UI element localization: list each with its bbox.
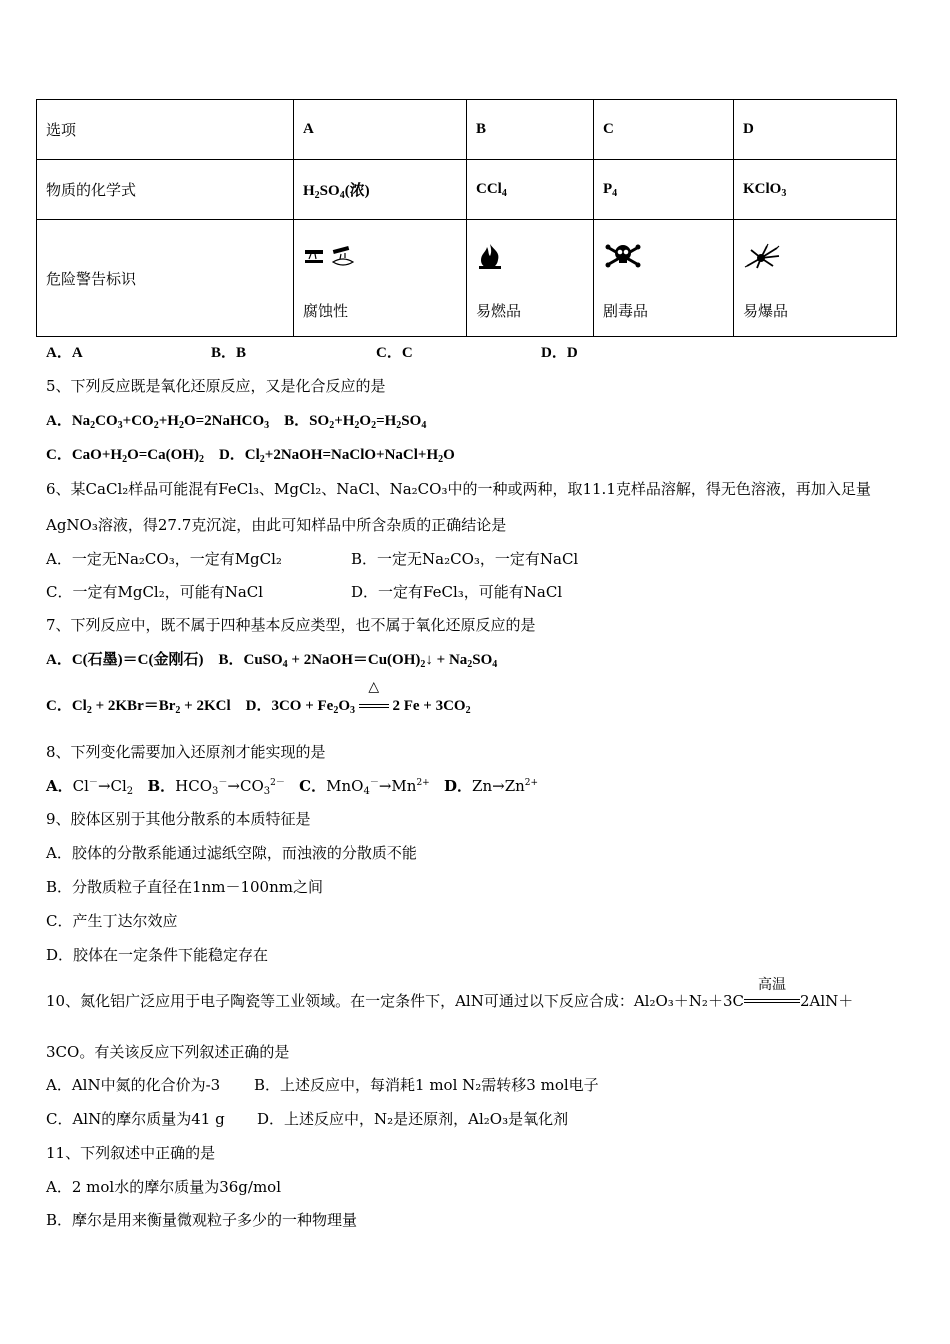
formula-a: $H_2SO_4$(浓) xyxy=(294,160,467,220)
header-c: C xyxy=(594,100,734,160)
header-d: D xyxy=(734,100,897,160)
q6-stem-line1: 6、某CaCl₂样品可能混有FeCl₃、MgCl₂、NaCl、Na₂CO₃中的一种或两种，取11.1克样品溶解，得无色溶液，再加入足量 xyxy=(46,480,871,498)
q9-option-a: A．胶体的分散系能通过滤纸空隙，而浊液的分散质不能 xyxy=(46,844,417,862)
q8-stem: 8、下列变化需要加入还原剂才能实现的是 xyxy=(46,743,326,761)
header-option: 选项 xyxy=(37,100,294,160)
q8-options: A．$Cl^-\to Cl_2$ B．$HCO_3^-\to CO_3^{2-}$ C．$MnO_4^-\to Mn^{2+}$ D．$Zn\to Zn^{2+}$ xyxy=(46,777,539,797)
corrosive-icon xyxy=(303,242,466,272)
q11-option-b: B．摩尔是用来衡量微观粒子多少的一种物理量 xyxy=(46,1211,358,1229)
formula-d: KClO$_3$ xyxy=(734,160,897,220)
q6-option-a: A．一定无Na₂CO₃，一定有MgCl₂ xyxy=(46,550,282,568)
q9-option-d: D．胶体在一定条件下能稳定存在 xyxy=(46,946,269,964)
q4-option-d: D．D xyxy=(541,345,578,361)
table-row xyxy=(37,100,897,160)
hazard-d xyxy=(734,220,897,337)
q11-option-a: A．2 mol水的摩尔质量为36g/mol xyxy=(46,1178,281,1196)
q10-stem-line2: 3CO。有关该反应下列叙述正确的是 xyxy=(46,1043,290,1061)
q6-option-d: D．一定有FeCl₃，可能有NaCl xyxy=(351,583,563,601)
heat-condition: △ xyxy=(359,697,389,717)
table-row xyxy=(37,220,897,337)
q10-option-d: D．上述反应中，N₂是还原剂，Al₂O₃是氧化剂 xyxy=(257,1110,569,1128)
q7-options-cd: C．$Cl_2 + 2KBr=Br_2 + 2KCl$ D．$3CO + Fe_2O_3$ △ 2 $Fe + 3CO_2$ xyxy=(46,679,471,716)
q10-stem-line1: 10、氮化铝广泛应用于电子陶瓷等工业领域。在一定条件下，AlN可通过以下反应合成：Al₂O₃＋N₂＋3C 高温 2AlN＋ xyxy=(46,977,854,1010)
q5-stem: 5、下列反应既是氧化还原反应，又是化合反应的是 xyxy=(46,377,386,395)
formula-label: 物质的化学式 xyxy=(37,160,294,220)
q4-option-a: A．A xyxy=(46,345,83,361)
high-temp-condition: 高温 xyxy=(744,992,800,1012)
q4-option-c: C．C xyxy=(376,345,413,361)
header-a: A xyxy=(294,100,467,160)
q6-option-c: C．一定有MgCl₂，可能有NaCl xyxy=(46,583,264,601)
hazard-name: 易爆品 xyxy=(743,301,789,320)
header-b: B xyxy=(467,100,594,160)
q6-option-b: B．一定无Na₂CO₃，一定有NaCl xyxy=(351,550,579,568)
q6-stem-line2: AgNO₃溶液，得27.7克沉淀，由此可知样品中所含杂质的正确结论是 xyxy=(46,516,507,534)
skull-icon xyxy=(603,242,733,272)
hazard-c xyxy=(594,220,734,337)
q7-options-ab: A．C(石墨)＝C(金刚石) B．CuSO$_4$ + $2NaOH=Cu(OH)_2↓ + Na_2SO_4$ xyxy=(46,652,498,670)
formula-c: $P_4$ xyxy=(594,160,734,220)
q5-options-ab: A．$Na_2CO_3+CO_2+H_2O=2NaHCO_3$ B．$SO_2+H_2O_2=H_2SO_4$ xyxy=(46,413,427,431)
formula-b: CCl$_4$ xyxy=(467,160,594,220)
hazard-label: 危险警告标识 xyxy=(37,220,294,337)
hazard-name: 易燃品 xyxy=(476,301,522,320)
explosive-icon xyxy=(743,242,896,272)
flame-icon xyxy=(476,242,593,272)
hazard-a xyxy=(294,220,467,337)
table-row xyxy=(37,160,897,220)
hazard-b xyxy=(467,220,594,337)
q5-options-cd: C．$CaO+H_2O=Ca(OH)_2$ D．$Cl_2+2NaOH=NaClO+NaCl+H_2O$ xyxy=(46,447,455,465)
hazard-name: 剧毒品 xyxy=(603,301,649,320)
q9-option-c: C．产生丁达尔效应 xyxy=(46,912,178,930)
q9-option-b: B．分散质粒子直径在1nm－100nm之间 xyxy=(46,878,323,896)
q7-stem: 7、下列反应中，既不属于四种基本反应类型，也不属于氧化还原反应的是 xyxy=(46,616,536,634)
hazard-name: 腐蚀性 xyxy=(303,301,349,320)
q4-options xyxy=(46,341,578,362)
q10-option-a: A．AlN中氮的化合价为-3 xyxy=(46,1076,221,1094)
q10-option-c: C．AlN的摩尔质量为41 g xyxy=(46,1110,225,1128)
hazard-table xyxy=(36,99,897,337)
q10-option-b: B．上述反应中，每消耗1 mol N₂需转移3 mol电子 xyxy=(254,1076,599,1094)
q11-stem: 11、下列叙述中正确的是 xyxy=(46,1144,216,1162)
q4-option-b: B．B xyxy=(211,345,247,361)
q9-stem: 9、胶体区别于其他分散系的本质特征是 xyxy=(46,810,311,828)
